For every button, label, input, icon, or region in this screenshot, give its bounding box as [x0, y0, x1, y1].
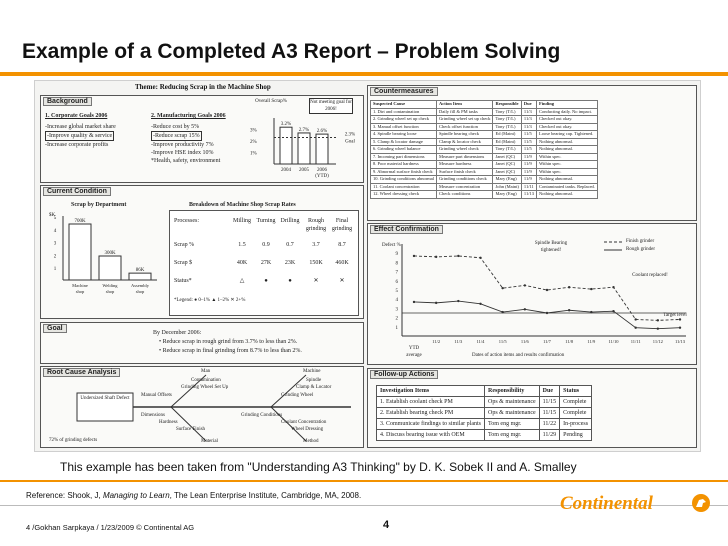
y-tick-label: 5: [395, 289, 398, 294]
reference-book: Managing to Learn: [102, 491, 170, 500]
status-icon: ●: [264, 278, 268, 284]
effect-label: Undersized Shaft Defect: [80, 396, 130, 401]
table-cell: Pending: [560, 430, 592, 441]
breakdown-title: Breakdown of Machine Shop Scrap Rates: [189, 202, 296, 208]
y-tick-label: 5: [53, 216, 57, 221]
table-row: [371, 116, 598, 124]
data-point: [568, 309, 570, 311]
countermeasures-header: Countermeasures: [370, 87, 438, 96]
data-point: [413, 255, 415, 257]
root-cause-panel: [40, 366, 364, 448]
x-tick-label: 11/11: [630, 339, 641, 344]
table-cell: 11/13: [521, 191, 536, 199]
annotation-target: Target level: [663, 313, 687, 318]
table-cell: Check offset function: [437, 123, 493, 131]
cause-label: Hardness: [159, 420, 178, 425]
cause-label: Contamination: [191, 378, 221, 383]
data-point: [590, 311, 592, 313]
table-cell: Complete: [560, 408, 592, 419]
legend-finish-grinder: Finish grinder: [626, 239, 655, 244]
status-legend: *Legend: ● 0–1% ▲ 1–2% ✕ 2+%: [174, 298, 246, 303]
background-header: Background: [43, 97, 92, 106]
goal-intro: By December 2006:: [153, 330, 202, 336]
cause-label: Wheel Dressing: [291, 427, 324, 432]
data-label: 86K: [135, 268, 145, 274]
slide-title: Example of a Completed A3 Report – Problem Solving: [22, 40, 561, 63]
table-cell: Tom eng mgr.: [485, 430, 540, 441]
process-name: Final grinding: [331, 218, 353, 232]
a3-report-sheet: [34, 80, 701, 452]
scrap-bar: [280, 127, 292, 164]
table-cell: Janet (QC): [493, 161, 521, 169]
table-cell: Tony (T/L): [493, 116, 521, 124]
table-cell: Ed (Maint): [493, 138, 521, 146]
corporate-goals-list: [45, 123, 116, 149]
countermeasures-panel: [367, 85, 697, 221]
y-tick-label: 4: [395, 298, 398, 304]
table-cell: Conducting daily. No impact.: [536, 108, 597, 116]
overall-scrap-title: Overall Scrap%: [255, 99, 287, 104]
table-cell: Measure hardness: [437, 161, 493, 169]
table-cell: Janet (QC): [493, 153, 521, 161]
follow-up-header-row: [377, 386, 592, 397]
data-point: [634, 318, 636, 320]
mfg-goal-item: *Health, safety, environment: [151, 158, 221, 164]
cause-label: Grinding Wheel: [281, 393, 314, 398]
y-tick-label: 3: [53, 241, 57, 247]
table-cell: 11/5: [521, 146, 536, 154]
table-row: [371, 191, 598, 199]
table-row: [371, 131, 598, 139]
effect-ylabel: Defect %: [382, 243, 401, 248]
table-cell: Nothing abnormal.: [536, 146, 597, 154]
data-point: [657, 319, 659, 321]
department-bar: [129, 273, 151, 280]
breakdown-cell: 8.7: [338, 242, 346, 248]
countermeasures-table: [370, 100, 598, 199]
breakdown-row-label: Status*: [174, 278, 192, 284]
y-tick-label: 2: [53, 254, 57, 260]
data-point: [524, 308, 526, 310]
data-point: [457, 300, 459, 302]
breakdown-cell: 1.5: [238, 242, 246, 248]
column-header: Action Item: [437, 101, 493, 109]
x-tick-label: Machine: [72, 283, 88, 288]
corporate-goals-title: 1. Corporate Goals 2006: [45, 113, 108, 119]
table-cell: 7. Incoming part dimensions: [371, 153, 437, 161]
table-cell: Loose bearing cap. Tightened.: [536, 131, 597, 139]
y-tick-label: 2: [395, 316, 398, 322]
x-tick-label: 11/3: [454, 339, 463, 344]
status-icon: ●: [288, 278, 292, 284]
department-bar: [69, 224, 91, 280]
process-name: Rough grinding: [305, 218, 327, 232]
cause-label: Surface Finish: [176, 427, 206, 432]
table-cell: 11/9: [521, 168, 536, 176]
department-bar: [99, 256, 121, 280]
table-cell: Measure concentration: [437, 183, 493, 191]
scrap-by-department-chart: [43, 210, 161, 316]
status-icon: ✕: [313, 278, 319, 284]
reference: [26, 491, 361, 500]
process-name: Milling: [232, 218, 251, 224]
table-cell: Within spec.: [536, 153, 597, 161]
source-caption: This example has been taken from "Understanding A3 Thinking" by D. K. Sobek II and A. Smalley: [60, 460, 577, 474]
corporate-goal-item: -Increase global market share: [45, 124, 116, 130]
table-row: [377, 419, 592, 430]
y-tick-label: 8: [395, 261, 398, 267]
table-cell: 5. Clamp & locator damage: [371, 138, 437, 146]
breakdown-table: [169, 210, 359, 316]
y-tick-label: 6: [395, 279, 398, 285]
x-tick-label: 11/6: [520, 339, 529, 344]
data-point: [612, 310, 614, 312]
y-tick-label: 1: [395, 325, 398, 331]
column-header: Due: [521, 101, 536, 109]
table-cell: 11/29: [539, 430, 559, 441]
table-cell: 11/9: [521, 161, 536, 169]
cause-label: Dimensions: [141, 413, 165, 418]
table-cell: 12. Wheel dressing check: [371, 191, 437, 199]
breakdown-cell: 23K: [284, 260, 296, 266]
column-header: Investigation Items: [377, 386, 485, 397]
cause-label: Grinding Wheel Set Up: [181, 385, 229, 390]
category-method: Method: [303, 439, 319, 444]
reference-suffix: , The Lean Enterprise Institute, Cambridge, MA, 2008.: [169, 491, 362, 500]
table-row: [371, 123, 598, 131]
data-point: [435, 302, 437, 304]
y-tick-label: 4: [53, 228, 57, 234]
effect-confirmation-header: Effect Confirmation: [370, 225, 443, 234]
process-name: Turning: [256, 218, 276, 224]
category-machine: Machine: [303, 369, 321, 374]
y-tick-label: 1%: [250, 151, 257, 157]
data-point: [435, 256, 437, 258]
table-cell: 6. Grinding wheel balance: [371, 146, 437, 154]
table-cell: 11/9: [521, 153, 536, 161]
x-tick-label: 2005: [299, 168, 309, 173]
x-tick-label: 11/7: [543, 339, 551, 344]
table-cell: Daily fill & PM tasks: [437, 108, 493, 116]
table-cell: 11/5: [521, 131, 536, 139]
table-cell: Janet (QC): [493, 168, 521, 176]
table-cell: 9. Abnormal surface finish check: [371, 168, 437, 176]
table-cell: 11/5: [521, 138, 536, 146]
table-cell: 3. Communicate findings to similar plants: [377, 419, 485, 430]
table-cell: 11/15: [539, 397, 559, 408]
current-condition-panel: [40, 185, 364, 319]
table-cell: 4. Spindle bearing loose: [371, 131, 437, 139]
x-tick-label: 11/13: [674, 339, 686, 344]
breakdown-row-label: Scrap $: [174, 260, 193, 266]
table-cell: 11/11: [521, 183, 536, 191]
x-tick-label: Assembly: [131, 283, 149, 288]
table-cell: Tom eng mgr.: [485, 419, 540, 430]
effect-confirmation-panel: [367, 223, 697, 365]
table-cell: 1. Establish coolant check PM: [377, 397, 485, 408]
table-cell: Contaminated tanks. Replaced.: [536, 183, 597, 191]
table-cell: Check conditions: [437, 191, 493, 199]
table-cell: Checked out okay.: [536, 123, 597, 131]
x-tick-label: 11/8: [565, 339, 574, 344]
data-label: 300K: [104, 251, 116, 256]
table-row: [371, 146, 598, 154]
footer-rule: [0, 480, 728, 482]
y-tick-label: 7: [395, 270, 398, 276]
scrap-bar: [316, 134, 328, 164]
data-label: 3.2%: [280, 122, 292, 128]
rough-grinder-line: [414, 301, 680, 329]
x-tick-label: Welding: [102, 283, 118, 288]
y-tick-label: 3%: [250, 128, 257, 134]
ytd-label: YTD average: [406, 346, 422, 358]
cause-label: Spindle: [306, 378, 322, 383]
table-cell: 2. Grinding wheel set up check: [371, 116, 437, 124]
corporate-goal-item: -Increase corporate profits: [45, 142, 109, 148]
table-row: [371, 108, 598, 116]
corporate-goal-item-highlighted: -Improve quality & service: [47, 133, 113, 139]
goal-label: 2.3%: [344, 132, 356, 138]
cause-label: Manual Offsets: [141, 393, 172, 398]
bone-machine: [271, 375, 306, 407]
breakdown-cell: 27K: [260, 260, 272, 266]
page-number: 4: [383, 519, 390, 531]
x-tick-label: (YTD): [315, 174, 329, 179]
column-header: Responsible: [493, 101, 521, 109]
follow-up-header: Follow-up Actions: [370, 370, 438, 379]
x-tick-label: 11/4: [476, 339, 485, 344]
table-cell: 10. Grinding conditions abnormal: [371, 176, 437, 184]
cause-label: Grinding Conditions: [241, 413, 283, 418]
mfg-goal-item: -Improve productivity 7%: [151, 142, 214, 148]
data-point: [479, 257, 481, 259]
table-cell: John (Maint): [493, 183, 521, 191]
table-cell: Grinding conditions check: [437, 176, 493, 184]
countermeasures-header-row: [371, 101, 598, 109]
breakdown-cell: 3.7: [312, 242, 320, 248]
table-cell: 2. Establish bearing check PM: [377, 408, 485, 419]
table-cell: 8. Poor material hardness: [371, 161, 437, 169]
effect-xaxis-label: Dates of action items and results confirmation: [472, 353, 565, 358]
title-rule: [0, 72, 728, 76]
manufacturing-goals-title: 2. Manufacturing Goals 2006: [151, 113, 226, 119]
mfg-goal-item: -Improve HSE index 10%: [151, 150, 214, 156]
y-tick-label: 2%: [250, 140, 257, 145]
table-cell: Checked out okay.: [536, 116, 597, 124]
x-tick-label: 11/9: [587, 339, 596, 344]
table-cell: Nothing abnormal.: [536, 138, 597, 146]
footer-text: 4 /Gokhan Sarpkaya / 1/23/2009 © Continental AG: [26, 523, 195, 532]
data-point: [546, 289, 548, 291]
column-header: Responsibility: [485, 386, 540, 397]
finish-grinder-line: [414, 256, 680, 320]
column-header: Suspected Cause: [371, 101, 437, 109]
x-tick-label: 2006: [317, 168, 327, 173]
status-icon: △: [239, 278, 245, 284]
rca-footnote: 72% of grinding defects: [49, 438, 98, 443]
table-cell: Within spec.: [536, 168, 597, 176]
background-panel: [40, 95, 364, 183]
cause-label: Clamp & Locator: [296, 385, 332, 390]
table-row: [371, 168, 598, 176]
breakdown-cell: 150K: [309, 260, 323, 266]
data-point: [546, 312, 548, 314]
breakdown-cell: 460K: [335, 260, 349, 266]
status-icon: ✕: [339, 278, 345, 284]
category-material: Material: [201, 439, 218, 444]
breakdown-cell: 0.9: [262, 242, 270, 248]
x-tick-label: 11/5: [498, 339, 507, 344]
data-point: [568, 286, 570, 288]
continental-logo: Continental: [560, 493, 653, 514]
a3-theme: Theme: Reducing Scrap in the Machine Shop: [135, 83, 271, 91]
table-cell: Clamp & locator check: [437, 138, 493, 146]
table-cell: Tony (T/L): [493, 108, 521, 116]
goal-item: • Reduce scrap in rough grind from 3.7% to less than 2%.: [159, 339, 298, 345]
data-point: [501, 311, 503, 313]
data-point: [679, 327, 681, 329]
breakdown-cell: 40K: [236, 260, 248, 266]
data-label: 2.6%: [316, 129, 328, 135]
data-point: [413, 301, 415, 303]
legend-rough-grinder: Rough grinder: [626, 247, 656, 252]
data-point: [590, 288, 592, 290]
mfg-goal-item: -Reduce cost by 5%: [151, 124, 200, 130]
table-cell: 11/3: [521, 108, 536, 116]
table-row: [377, 397, 592, 408]
process-name: Drilling: [280, 218, 300, 224]
data-label: 700K: [74, 219, 86, 224]
table-row: [371, 153, 598, 161]
cause-label: Coolant Concentration: [281, 420, 327, 425]
mfg-goal-item-highlighted: -Reduce scrap 15%: [153, 133, 200, 139]
table-cell: Ed (Maint): [493, 131, 521, 139]
reference-prefix: Reference: Shook, J,: [26, 491, 103, 500]
goal-header: Goal: [43, 324, 67, 333]
x-tick-label: 11/10: [608, 339, 619, 344]
table-cell: 11. Coolant concentration: [371, 183, 437, 191]
table-cell: 11/9: [521, 176, 536, 184]
table-cell: Ops & maintenance: [485, 397, 540, 408]
data-label: 2.7%: [298, 127, 310, 133]
annotation-spindle: Spindle Bearing tightened!: [534, 241, 568, 253]
x-tick-label: shop: [75, 289, 85, 294]
table-row: [371, 161, 598, 169]
table-cell: In-process: [560, 419, 592, 430]
table-row: [371, 138, 598, 146]
x-tick-label: 11/12: [652, 339, 663, 344]
data-point: [524, 284, 526, 286]
table-cell: Measure part dimensions: [437, 153, 493, 161]
x-tick-label: shop: [135, 289, 145, 294]
table-cell: Grinding wheel check: [437, 146, 493, 154]
table-cell: 11/3: [521, 116, 536, 124]
data-point: [634, 327, 636, 329]
table-cell: 11/15: [539, 408, 559, 419]
category-man: Man: [201, 369, 211, 374]
table-cell: Mary (Eng): [493, 176, 521, 184]
x-tick-label: 11/2: [432, 339, 441, 344]
table-cell: Spindle bearing check: [437, 131, 493, 139]
column-header: Status: [560, 386, 592, 397]
column-header: Due: [539, 386, 559, 397]
table-row: [377, 430, 592, 441]
root-cause-header: Root Cause Analysis: [43, 368, 120, 377]
breakdown-row-label: Processes:: [174, 218, 199, 224]
table-cell: 11/22: [539, 419, 559, 430]
follow-up-table: [376, 385, 592, 441]
table-cell: Tony (T/L): [493, 146, 521, 154]
table-row: [371, 176, 598, 184]
data-point: [479, 303, 481, 305]
y-axis-label: $K: [49, 213, 56, 218]
table-cell: Nothing abnormal.: [536, 191, 597, 199]
breakdown-cell: 0.7: [286, 242, 294, 248]
table-cell: Complete: [560, 397, 592, 408]
overall-scrap-chart: [246, 110, 361, 180]
not-meeting-goal-note: Not meeting goal for 2006!: [310, 100, 352, 112]
horse-logo-icon: [690, 493, 712, 513]
follow-up-panel: [367, 368, 697, 448]
x-tick-label: shop: [105, 289, 115, 294]
table-row: [371, 183, 598, 191]
annotation-coolant: Coolant replaced!: [632, 273, 668, 278]
data-point: [657, 327, 659, 329]
current-condition-header: Current Condition: [43, 187, 111, 196]
y-tick-label: 9: [395, 252, 398, 258]
table-cell: Within spec.: [536, 161, 597, 169]
data-point: [457, 255, 459, 257]
scrap-by-dept-title: Scrap by Department: [71, 202, 127, 208]
table-cell: Nothing abnormal.: [536, 176, 597, 184]
table-cell: Mary (Eng): [493, 191, 521, 199]
table-cell: Ops & maintenance: [485, 408, 540, 419]
goal-item: • Reduce scrap in final grinding from 8.7% to less than 2%.: [159, 348, 302, 354]
data-point: [501, 287, 503, 289]
x-tick-label: 2004: [281, 168, 291, 173]
y-tick-label: 1: [53, 267, 57, 273]
table-cell: 1. Dirt and contamination: [371, 108, 437, 116]
column-header: Finding: [536, 101, 597, 109]
table-cell: 3. Manual offset function: [371, 123, 437, 131]
table-cell: 4. Discuss bearing issue with OEM: [377, 430, 485, 441]
data-point: [612, 286, 614, 288]
table-cell: Grinding wheel set up check: [437, 116, 493, 124]
y-tick-label: 3: [395, 307, 398, 313]
table-cell: 11/3: [521, 123, 536, 131]
goal-panel: [40, 322, 364, 364]
goal-label: Goal: [345, 139, 355, 145]
manufacturing-goals-list: [151, 123, 220, 165]
table-cell: Tony (T/L): [493, 123, 521, 131]
table-cell: Surface finish check: [437, 168, 493, 176]
breakdown-row-label: Scrap %: [174, 242, 195, 248]
table-row: [377, 408, 592, 419]
